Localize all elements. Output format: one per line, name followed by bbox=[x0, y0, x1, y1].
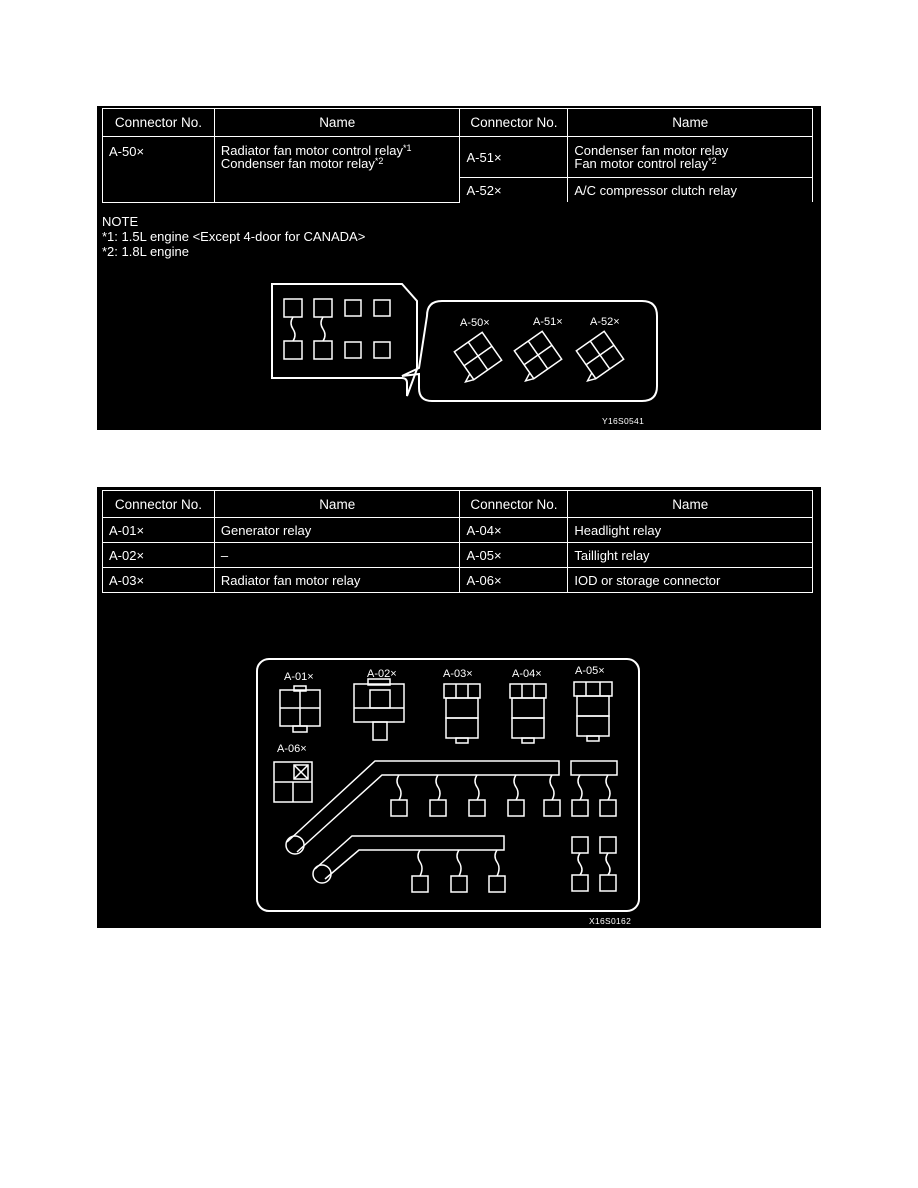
header-connector-no: Connector No. bbox=[460, 109, 568, 137]
header-name: Name bbox=[568, 491, 813, 518]
connector-cell: A-50× bbox=[103, 137, 215, 203]
footnote-mark: *2 bbox=[374, 156, 384, 166]
name-cell: – bbox=[214, 543, 460, 568]
name-cell: Generator relay bbox=[214, 518, 460, 543]
figure-code: X16S0162 bbox=[589, 916, 632, 926]
connector-label-a03: A-03× bbox=[443, 668, 473, 680]
header-name: Name bbox=[214, 109, 460, 137]
connector-cell: A-05× bbox=[460, 543, 568, 568]
note-line: *1: 1.5L engine <Except 4-door for CANADA> bbox=[102, 229, 366, 244]
connector-cell: A-06× bbox=[460, 568, 568, 593]
connector-label-a06: A-06× bbox=[277, 743, 307, 755]
name-cell: Headlight relay bbox=[568, 518, 813, 543]
connector-cell: A-01× bbox=[103, 518, 215, 543]
connector-panel-a01-a06 bbox=[97, 487, 821, 928]
relay-sockets bbox=[284, 299, 390, 359]
connector-cell: A-04× bbox=[460, 518, 568, 543]
note-line: *2: 1.8L engine bbox=[102, 244, 189, 259]
note-title: NOTE bbox=[102, 214, 139, 229]
connector-cell: A-51× bbox=[460, 137, 568, 178]
header-name: Name bbox=[568, 109, 813, 137]
relay-box-diagram-1 bbox=[97, 106, 821, 430]
name-line: Radiator fan motor control relay bbox=[220, 143, 403, 158]
relay-connectors bbox=[274, 679, 617, 892]
footnote-mark: *1 bbox=[403, 143, 412, 153]
connector-label-a50: A-50× bbox=[460, 317, 490, 329]
name-line: Fan motor control relay bbox=[574, 156, 709, 171]
connector-cell: A-03× bbox=[103, 568, 215, 593]
header-connector-no: Connector No. bbox=[103, 109, 215, 137]
figure-code: Y16S0541 bbox=[602, 416, 645, 426]
connector-label-a04: A-04× bbox=[512, 668, 542, 680]
name-cell: Taillight relay bbox=[568, 543, 813, 568]
header-name: Name bbox=[214, 491, 460, 518]
name-line: Condenser fan motor relay bbox=[574, 143, 729, 158]
relay-box-diagram-2 bbox=[97, 487, 821, 928]
relay-connectors bbox=[448, 331, 624, 384]
header-connector-no: Connector No. bbox=[103, 491, 215, 518]
connector-cell: A-52× bbox=[460, 178, 568, 203]
name-line: Condenser fan motor relay bbox=[220, 156, 375, 171]
name-cell: A/C compressor clutch relay bbox=[568, 178, 813, 203]
name-cell: Radiator fan motor relay bbox=[214, 568, 460, 593]
header-connector-no: Connector No. bbox=[460, 491, 568, 518]
footnote-mark: *2 bbox=[708, 156, 717, 166]
name-cell: IOD or storage connector bbox=[568, 568, 813, 593]
connector-panel-a50-a52 bbox=[97, 106, 821, 430]
connector-label-a05: A-05× bbox=[575, 665, 605, 677]
connector-label-a51: A-51× bbox=[533, 316, 563, 328]
connector-cell: A-02× bbox=[103, 543, 215, 568]
connector-label-a01: A-01× bbox=[284, 671, 314, 683]
connector-label-a52: A-52× bbox=[590, 316, 620, 328]
connector-label-a02: A-02× bbox=[367, 668, 397, 680]
